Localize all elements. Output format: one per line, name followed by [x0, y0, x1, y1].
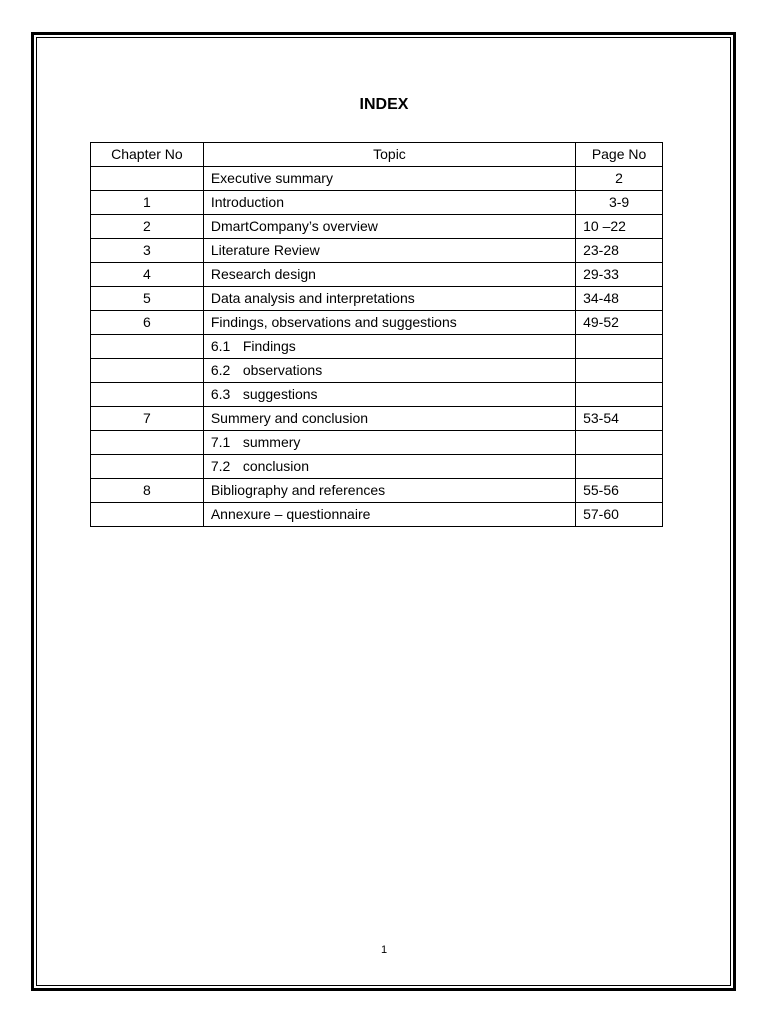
page-no-cell: 29-33	[576, 263, 663, 287]
chapter-no-cell	[91, 455, 204, 479]
table-row	[91, 191, 663, 215]
chapter-no-cell	[91, 503, 204, 527]
page-no-cell: 49-52	[576, 311, 663, 335]
topic-cell	[203, 263, 575, 287]
header-page-no: Page No	[576, 143, 663, 167]
table-row	[91, 431, 663, 455]
table-row	[91, 287, 663, 311]
page-no-cell	[576, 335, 663, 359]
topic-text: Bibliography and references	[210, 482, 386, 498]
topic-cell	[203, 191, 575, 215]
topic-cell	[203, 383, 575, 407]
topic-cell	[203, 503, 575, 527]
topic-text: Findings, observations and suggestions	[210, 314, 457, 330]
table-row	[91, 503, 663, 527]
subsection-number: 6.1	[210, 338, 231, 354]
topic-text: observations	[242, 362, 323, 378]
table-row	[91, 239, 663, 263]
page-no-cell: 23-28	[576, 239, 663, 263]
topic-text: Data analysis and interpretations	[210, 290, 415, 306]
page-no-cell: 57-60	[576, 503, 663, 527]
subsection-number: 6.2	[210, 362, 231, 378]
chapter-no-cell: 3	[91, 239, 204, 263]
chapter-no-cell: 2	[91, 215, 204, 239]
subsection-number: 7.2	[210, 458, 231, 474]
topic-cell	[203, 239, 575, 263]
table-row	[91, 383, 663, 407]
page-no-cell: 34-48	[576, 287, 663, 311]
chapter-no-cell: 6	[91, 311, 204, 335]
subsection-number: 7.1	[210, 434, 231, 450]
chapter-no-cell: 4	[91, 263, 204, 287]
page-title: INDEX	[359, 96, 409, 113]
page-no-cell	[576, 359, 663, 383]
topic-cell	[203, 335, 575, 359]
page-number: 1	[380, 944, 388, 956]
page-no-cell: 10 –22	[576, 215, 663, 239]
table-row	[91, 263, 663, 287]
header-topic: Topic	[203, 143, 575, 167]
table-row	[91, 311, 663, 335]
topic-cell	[203, 455, 575, 479]
topic-text: Introduction	[210, 194, 284, 210]
topic-cell	[203, 407, 575, 431]
table-row	[91, 479, 663, 503]
chapter-no-cell: 7	[91, 407, 204, 431]
header-chapter-no: Chapter No	[91, 143, 204, 167]
table-row	[91, 455, 663, 479]
topic-cell	[203, 167, 575, 191]
topic-text: conclusion	[242, 458, 309, 474]
page-no-cell	[576, 383, 663, 407]
topic-cell	[203, 287, 575, 311]
table-header-row	[91, 143, 663, 167]
table-row	[91, 359, 663, 383]
topic-text: Research design	[210, 266, 316, 282]
chapter-no-cell	[91, 335, 204, 359]
topic-cell	[203, 311, 575, 335]
table-row	[91, 167, 663, 191]
page-no-cell	[576, 455, 663, 479]
topic-text: suggestions	[242, 386, 318, 402]
page-no-cell	[576, 431, 663, 455]
topic-text: Literature Review	[210, 242, 320, 258]
chapter-no-cell: 5	[91, 287, 204, 311]
page-no-cell: 3-9	[576, 191, 663, 215]
topic-cell	[203, 479, 575, 503]
index-table	[90, 142, 663, 527]
topic-cell	[203, 431, 575, 455]
subsection-number: 6.3	[210, 386, 231, 402]
topic-text: Summery and conclusion	[210, 410, 369, 426]
table-row	[91, 335, 663, 359]
topic-text: DmartCompany’s overview	[210, 218, 378, 234]
chapter-no-cell	[91, 359, 204, 383]
page-no-cell: 53-54	[576, 407, 663, 431]
topic-text: Annexure – questionnaire	[210, 506, 371, 522]
chapter-no-cell	[91, 383, 204, 407]
topic-cell	[203, 215, 575, 239]
chapter-no-cell: 1	[91, 191, 204, 215]
page-no-cell: 55-56	[576, 479, 663, 503]
page-no-cell: 2	[576, 167, 663, 191]
topic-text: Executive summary	[210, 170, 333, 186]
chapter-no-cell	[91, 431, 204, 455]
chapter-no-cell: 8	[91, 479, 204, 503]
topic-cell	[203, 359, 575, 383]
table-row	[91, 407, 663, 431]
table-row	[91, 215, 663, 239]
topic-text: summery	[242, 434, 301, 450]
topic-text: Findings	[242, 338, 296, 354]
index-table-body	[91, 167, 663, 527]
chapter-no-cell	[91, 167, 204, 191]
